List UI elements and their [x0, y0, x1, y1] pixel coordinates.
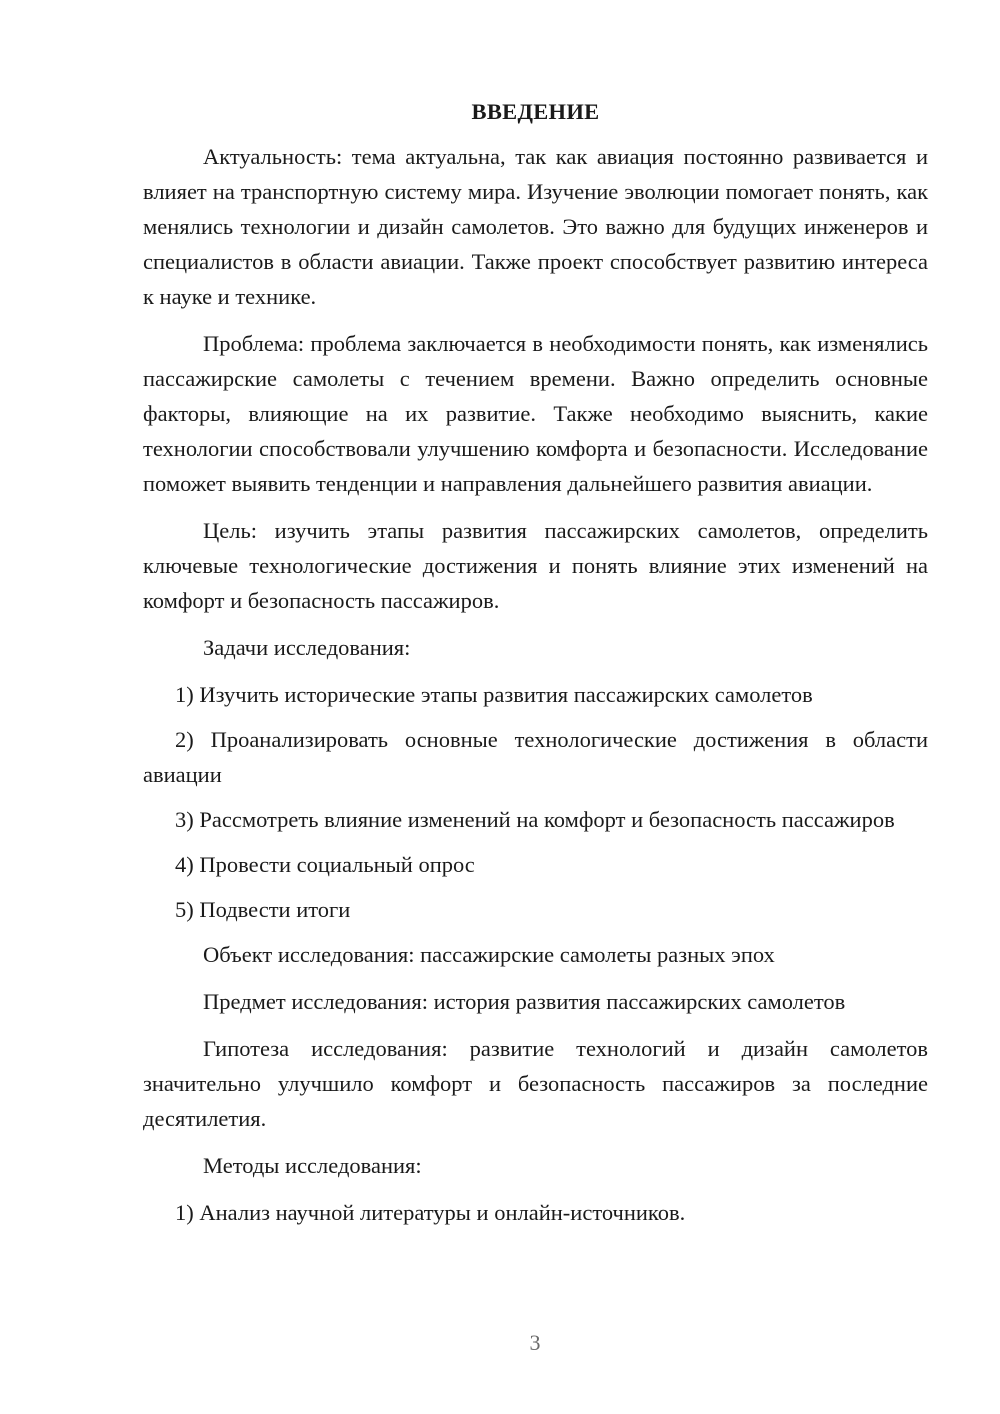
- subject-paragraph: Предмет исследования: история развития пассажирских самолетов: [203, 989, 846, 1014]
- task-item: 5) Подвести итоги: [175, 897, 351, 922]
- task-item: 1) Изучить исторические этапы развития пассажирских самолетов: [175, 682, 813, 707]
- task-item: 2) Проанализировать основные технологические достижения в области авиации: [143, 727, 928, 787]
- methods-title: Методы исследования:: [203, 1153, 422, 1178]
- method-item: 1) Анализ научной литературы и онлайн-источников.: [175, 1200, 686, 1225]
- hypothesis-paragraph: Гипотеза исследования: развитие технологий и дизайн самолетов значительно улучшило комфорт и безопасность пассажиров за последние десятилетия.: [143, 1036, 928, 1131]
- task-item: 3) Рассмотреть влияние изменений на комфорт и безопасность пассажиров: [175, 807, 895, 832]
- section-heading: ВВЕДЕНИЕ: [471, 99, 600, 124]
- page-body: [143, 94, 928, 1240]
- task-item: 4) Провести социальный опрос: [175, 852, 475, 877]
- tasks-title: Задачи исследования:: [203, 635, 411, 660]
- problem-paragraph: Проблема: проблема заключается в необходимости понять, как изменялись пассажирские самолеты с течением времени. Важно определить основные факторы, влияющие на их развитие. Также необходимо выяснить, какие технологии способствовали улучшению комфорта и безопасности. Исследование поможет выявить тенденции и направления дальнейшего развития авиации.: [143, 331, 928, 496]
- relevance-paragraph: Актуальность: тема актуальна, так как авиация постоянно развивается и влияет на транспортную систему мира. Изучение эволюции помогает понять, как менялись технологии и дизайн самолетов. Это важно для будущих инженеров и специалистов в области авиации. Также проект способствует развитию интереса к науке и технике.: [143, 144, 928, 309]
- object-paragraph: Объект исследования: пассажирские самолеты разных эпох: [203, 942, 775, 967]
- goal-paragraph: Цель: изучить этапы развития пассажирских самолетов, определить ключевые технологические достижения и понять влияние этих изменений на комфорт и безопасность пассажиров.: [143, 518, 928, 613]
- page-number: 3: [529, 1330, 541, 1355]
